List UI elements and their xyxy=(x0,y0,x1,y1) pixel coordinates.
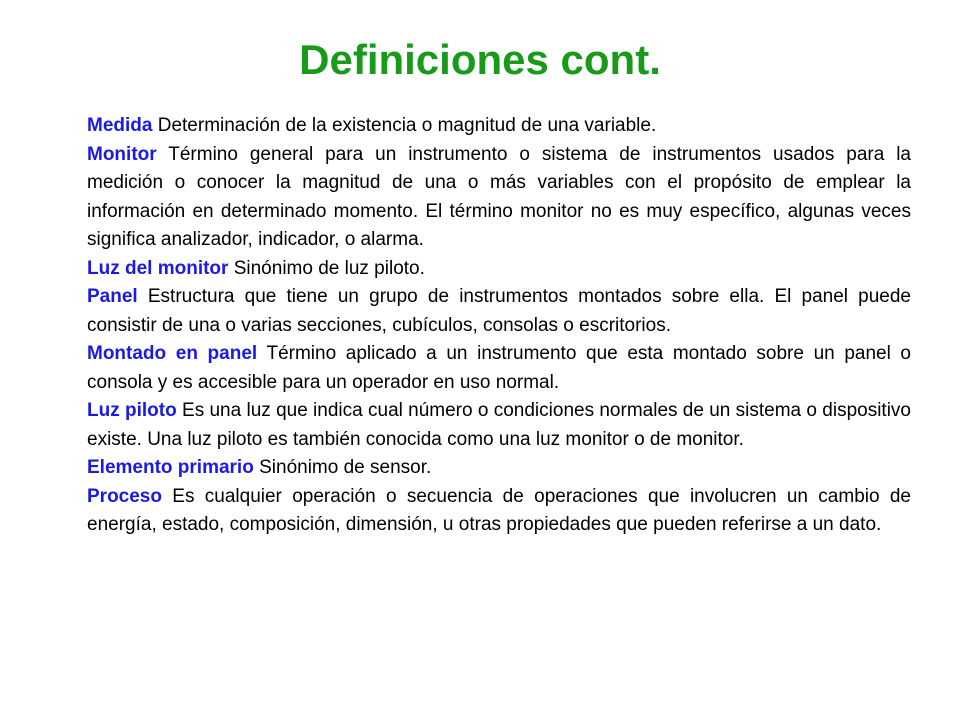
definition-luz-piloto xyxy=(87,397,911,454)
definition-text: Estructura que tiene un grupo de instrumentos montados sobre ella. El panel puede consistir de una o varias secciones, cubículos, consolas o escritorios. xyxy=(87,286,911,336)
definition-montado-en-panel xyxy=(87,340,911,397)
definition-panel xyxy=(87,283,911,340)
definitions-list xyxy=(87,112,911,540)
definition-monitor xyxy=(87,141,911,255)
definition-text: Sinónimo de luz piloto. xyxy=(233,257,425,279)
definition-text: Término general para un instrumento o sistema de instrumentos usados para la medición o conocer la magnitud de una o más variables con el propósito de emplear la información en determinado momento. El término monitor no es muy específico, algunas veces significa analizador, indicador, o alarma. xyxy=(87,143,911,250)
definition-term: Proceso xyxy=(87,485,162,507)
definition-term: Luz del monitor xyxy=(87,257,229,279)
definition-luz-del-monitor xyxy=(87,255,911,284)
definition-medida xyxy=(87,112,911,141)
definition-text: Es cualquier operación o secuencia de operaciones que involucren un cambio de energía, estado, composición, dimensión, u otras propiedades que pueden referirse a un dato. xyxy=(87,485,911,535)
definition-text: Determinación de la existencia o magnitud de una variable. xyxy=(157,115,657,136)
slide-title: Definiciones cont. xyxy=(299,36,661,83)
definition-term: Elemento primario xyxy=(87,457,254,478)
definition-text: Término aplicado a un instrumento que esta montado sobre un panel o consola y es accesible para un operador en uso normal. xyxy=(87,343,912,393)
definition-term: Medida xyxy=(87,115,153,136)
definition-text: Sinónimo de sensor. xyxy=(259,457,432,478)
definition-term: Luz piloto xyxy=(87,400,177,421)
definition-proceso xyxy=(87,483,911,540)
definition-term: Montado en panel xyxy=(87,343,258,364)
definition-term: Panel xyxy=(87,286,138,307)
definition-text: Es una luz que indica cual número o condiciones normales de un sistema o dispositivo existe. Una luz piloto es también conocida como una luz monitor o de monitor. xyxy=(87,400,911,450)
definition-elemento-primario xyxy=(87,454,911,483)
definition-term: Monitor xyxy=(87,143,157,165)
